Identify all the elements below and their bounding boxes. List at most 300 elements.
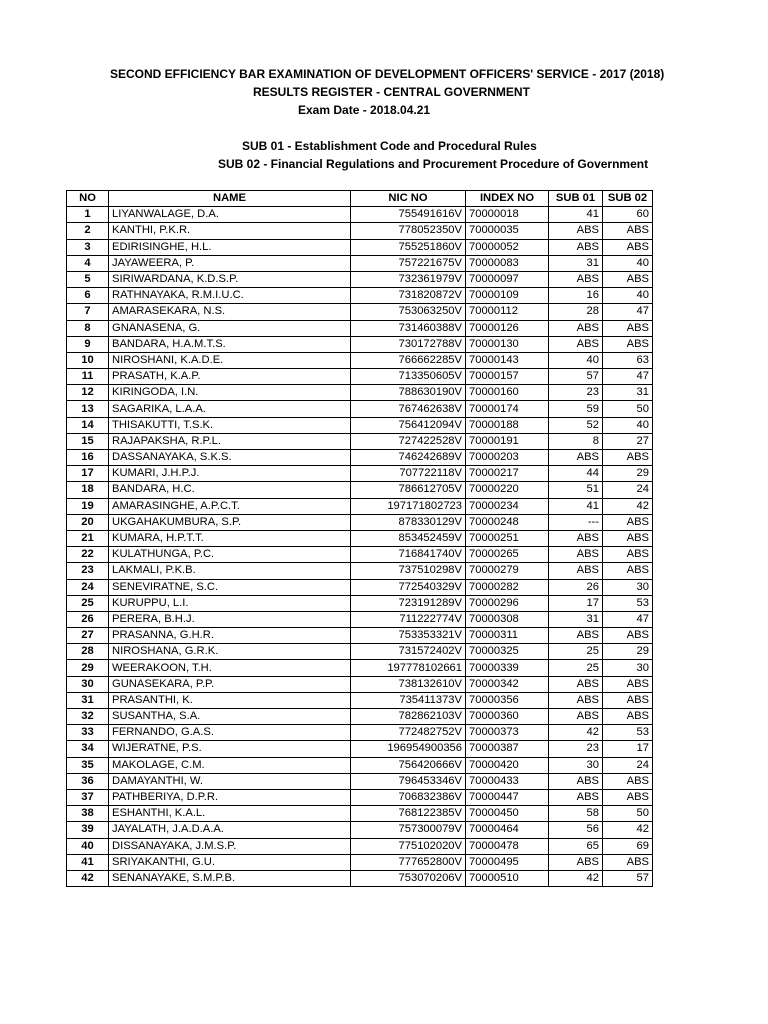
table-row: [67, 595, 653, 611]
table-row: [67, 466, 653, 482]
table-row: [67, 709, 653, 725]
cell-no: 28: [67, 644, 109, 660]
table-row: [67, 320, 653, 336]
cell-index: 70000342: [466, 676, 549, 692]
table-row: [67, 579, 653, 595]
cell-no: 2: [67, 223, 109, 239]
cell-nic: 707722118V: [351, 466, 466, 482]
cell-name: DISSANAYAKA, J.M.S.P.: [109, 838, 351, 854]
cell-no: 6: [67, 288, 109, 304]
cell-sub02: 47: [603, 304, 653, 320]
cell-sub01: 42: [549, 725, 603, 741]
cell-index: 70000109: [466, 288, 549, 304]
cell-sub01: ABS: [549, 563, 603, 579]
cell-name: UKGAHAKUMBURA, S.P.: [109, 514, 351, 530]
table-row: [67, 757, 653, 773]
cell-nic: 756412094V: [351, 417, 466, 433]
table-row: [67, 773, 653, 789]
cell-nic: 735411373V: [351, 692, 466, 708]
cell-index: 70000495: [466, 854, 549, 870]
cell-sub01: ABS: [549, 789, 603, 805]
cell-name: KULATHUNGA, P.C.: [109, 547, 351, 563]
cell-sub02: 50: [603, 806, 653, 822]
table-row: [67, 789, 653, 805]
cell-sub02: ABS: [603, 789, 653, 805]
table-row: [67, 223, 653, 239]
cell-sub02: 40: [603, 417, 653, 433]
cell-nic: 706832386V: [351, 789, 466, 805]
cell-nic: 755491616V: [351, 207, 466, 223]
cell-sub02: 24: [603, 482, 653, 498]
cell-name: NIROSHANI, K.A.D.E.: [109, 352, 351, 368]
cell-index: 70000160: [466, 385, 549, 401]
cell-sub02: 47: [603, 369, 653, 385]
table-row: [67, 838, 653, 854]
table-row: [67, 822, 653, 838]
cell-sub01: 31: [549, 611, 603, 627]
cell-no: 14: [67, 417, 109, 433]
cell-no: 26: [67, 611, 109, 627]
cell-nic: 853452459V: [351, 530, 466, 546]
cell-index: 70000447: [466, 789, 549, 805]
cell-sub01: 16: [549, 288, 603, 304]
cell-sub02: ABS: [603, 628, 653, 644]
cell-name: SUSANTHA, S.A.: [109, 709, 351, 725]
cell-name: PRASANTHI, K.: [109, 692, 351, 708]
cell-sub01: ABS: [549, 676, 603, 692]
cell-index: 70000097: [466, 271, 549, 287]
cell-index: 70000433: [466, 773, 549, 789]
table-row: [67, 854, 653, 870]
cell-nic: 727422528V: [351, 433, 466, 449]
cell-nic: 753063250V: [351, 304, 466, 320]
cell-name: NIROSHANA, G.R.K.: [109, 644, 351, 660]
cell-index: 70000143: [466, 352, 549, 368]
cell-sub02: 53: [603, 595, 653, 611]
cell-sub01: 41: [549, 498, 603, 514]
table-row: [67, 450, 653, 466]
cell-index: 70000296: [466, 595, 549, 611]
cell-sub02: 29: [603, 466, 653, 482]
table-body: [67, 207, 653, 887]
cell-no: 12: [67, 385, 109, 401]
cell-sub02: ABS: [603, 676, 653, 692]
cell-index: 70000083: [466, 255, 549, 271]
cell-index: 70000356: [466, 692, 549, 708]
cell-name: FERNANDO, G.A.S.: [109, 725, 351, 741]
table-row: [67, 498, 653, 514]
cell-sub01: 30: [549, 757, 603, 773]
cell-name: ESHANTHI, K.A.L.: [109, 806, 351, 822]
cell-sub01: ABS: [549, 854, 603, 870]
cell-no: 3: [67, 239, 109, 255]
cell-no: 20: [67, 514, 109, 530]
cell-index: 70000203: [466, 450, 549, 466]
cell-index: 70000234: [466, 498, 549, 514]
cell-index: 70000510: [466, 870, 549, 886]
cell-no: 21: [67, 530, 109, 546]
table-row: [67, 676, 653, 692]
cell-index: 70000420: [466, 757, 549, 773]
column-header-nic: NIC NO: [351, 191, 466, 207]
cell-name: GUNASEKARA, P.P.: [109, 676, 351, 692]
table-row: [67, 530, 653, 546]
cell-nic: 757221675V: [351, 255, 466, 271]
cell-name: AMARASEKARA, N.S.: [109, 304, 351, 320]
cell-nic: 723191289V: [351, 595, 466, 611]
cell-name: PRASATH, K.A.P.: [109, 369, 351, 385]
cell-sub01: 41: [549, 207, 603, 223]
cell-sub01: 52: [549, 417, 603, 433]
cell-no: 15: [67, 433, 109, 449]
table-row: [67, 401, 653, 417]
cell-sub01: ABS: [549, 223, 603, 239]
cell-no: 25: [67, 595, 109, 611]
cell-index: 70000248: [466, 514, 549, 530]
table-row: [67, 369, 653, 385]
cell-sub02: 63: [603, 352, 653, 368]
cell-sub02: 42: [603, 498, 653, 514]
cell-sub01: 44: [549, 466, 603, 482]
cell-sub02: ABS: [603, 450, 653, 466]
cell-sub01: 25: [549, 644, 603, 660]
cell-sub02: ABS: [603, 336, 653, 352]
cell-sub01: ABS: [549, 530, 603, 546]
table-row: [67, 725, 653, 741]
cell-nic: 777652800V: [351, 854, 466, 870]
cell-index: 70000035: [466, 223, 549, 239]
cell-sub02: 42: [603, 822, 653, 838]
cell-sub02: ABS: [603, 563, 653, 579]
table-row: [67, 433, 653, 449]
cell-sub02: 47: [603, 611, 653, 627]
cell-no: 41: [67, 854, 109, 870]
cell-sub02: 53: [603, 725, 653, 741]
cell-name: JAYALATH, J.A.D.A.A.: [109, 822, 351, 838]
cell-no: 17: [67, 466, 109, 482]
cell-no: 32: [67, 709, 109, 725]
cell-sub01: ---: [549, 514, 603, 530]
cell-nic: 786612705V: [351, 482, 466, 498]
cell-sub01: ABS: [549, 336, 603, 352]
cell-index: 70000450: [466, 806, 549, 822]
table-header-row: [67, 191, 653, 207]
cell-sub01: ABS: [549, 709, 603, 725]
cell-sub02: ABS: [603, 709, 653, 725]
cell-index: 70000282: [466, 579, 549, 595]
cell-sub02: 69: [603, 838, 653, 854]
table-row: [67, 239, 653, 255]
results-table: [66, 190, 653, 887]
cell-sub02: 30: [603, 660, 653, 676]
cell-sub01: 23: [549, 385, 603, 401]
cell-name: PRASANNA, G.H.R.: [109, 628, 351, 644]
cell-name: RATHNAYAKA, R.M.I.U.C.: [109, 288, 351, 304]
cell-index: 70000265: [466, 547, 549, 563]
cell-index: 70000279: [466, 563, 549, 579]
cell-no: 23: [67, 563, 109, 579]
subject-01-description: SUB 01 - Establishment Code and Procedural Rules: [242, 139, 537, 153]
cell-no: 4: [67, 255, 109, 271]
cell-name: LAKMALI, P.K.B.: [109, 563, 351, 579]
cell-no: 36: [67, 773, 109, 789]
cell-sub02: 50: [603, 401, 653, 417]
cell-sub02: ABS: [603, 530, 653, 546]
cell-no: 37: [67, 789, 109, 805]
subject-02-description: SUB 02 - Financial Regulations and Procurement Procedure of Government: [218, 157, 649, 171]
cell-nic: 757300079V: [351, 822, 466, 838]
table-row: [67, 870, 653, 886]
cell-nic: 737510298V: [351, 563, 466, 579]
cell-sub01: 31: [549, 255, 603, 271]
cell-nic: 197171802723: [351, 498, 466, 514]
cell-sub01: 65: [549, 838, 603, 854]
table-row: [67, 417, 653, 433]
cell-name: KIRINGODA, I.N.: [109, 385, 351, 401]
exam-date: Exam Date - 2018.04.21: [298, 103, 431, 117]
cell-sub01: ABS: [549, 692, 603, 708]
cell-sub02: ABS: [603, 514, 653, 530]
cell-sub02: 40: [603, 288, 653, 304]
column-header-sub02: SUB 02: [603, 191, 653, 207]
cell-index: 70000308: [466, 611, 549, 627]
cell-sub01: ABS: [549, 450, 603, 466]
cell-name: MAKOLAGE, C.M.: [109, 757, 351, 773]
cell-name: SAGARIKA, L.A.A.: [109, 401, 351, 417]
document-title: SECOND EFFICIENCY BAR EXAMINATION OF DEVELOPMENT OFFICERS' SERVICE - 2017 (2018): [110, 67, 665, 81]
cell-nic: 753353321V: [351, 628, 466, 644]
cell-sub02: 30: [603, 579, 653, 595]
cell-sub02: 24: [603, 757, 653, 773]
cell-sub01: 26: [549, 579, 603, 595]
cell-name: WIJERATNE, P.S.: [109, 741, 351, 757]
cell-no: 11: [67, 369, 109, 385]
cell-no: 34: [67, 741, 109, 757]
cell-sub02: 31: [603, 385, 653, 401]
cell-index: 70000191: [466, 433, 549, 449]
cell-nic: 746242689V: [351, 450, 466, 466]
cell-nic: 731572402V: [351, 644, 466, 660]
table-row: [67, 271, 653, 287]
cell-index: 70000478: [466, 838, 549, 854]
table-row: [67, 514, 653, 530]
cell-sub02: ABS: [603, 239, 653, 255]
cell-nic: 738132610V: [351, 676, 466, 692]
cell-index: 70000251: [466, 530, 549, 546]
cell-sub02: 29: [603, 644, 653, 660]
cell-no: 24: [67, 579, 109, 595]
cell-name: SIRIWARDANA, K.D.S.P.: [109, 271, 351, 287]
cell-nic: 732361979V: [351, 271, 466, 287]
cell-name: DAMAYANTHI, W.: [109, 773, 351, 789]
table-row: [67, 255, 653, 271]
cell-no: 42: [67, 870, 109, 886]
cell-no: 10: [67, 352, 109, 368]
cell-name: SRIYAKANTHI, G.U.: [109, 854, 351, 870]
cell-name: KUMARA, H.P.T.T.: [109, 530, 351, 546]
cell-nic: 772482752V: [351, 725, 466, 741]
cell-no: 7: [67, 304, 109, 320]
cell-nic: 730172788V: [351, 336, 466, 352]
table-row: [67, 741, 653, 757]
cell-name: AMARASINGHE, A.P.C.T.: [109, 498, 351, 514]
cell-sub01: ABS: [549, 628, 603, 644]
table-row: [67, 336, 653, 352]
cell-index: 70000360: [466, 709, 549, 725]
cell-sub01: 59: [549, 401, 603, 417]
cell-sub01: 25: [549, 660, 603, 676]
cell-no: 40: [67, 838, 109, 854]
cell-index: 70000220: [466, 482, 549, 498]
cell-no: 13: [67, 401, 109, 417]
cell-nic: 731820872V: [351, 288, 466, 304]
cell-name: DASSANAYAKA, S.K.S.: [109, 450, 351, 466]
cell-sub01: 8: [549, 433, 603, 449]
cell-sub02: ABS: [603, 773, 653, 789]
cell-name: SENEVIRATNE, S.C.: [109, 579, 351, 595]
cell-sub02: ABS: [603, 547, 653, 563]
cell-index: 70000387: [466, 741, 549, 757]
cell-no: 16: [67, 450, 109, 466]
cell-no: 1: [67, 207, 109, 223]
cell-no: 19: [67, 498, 109, 514]
cell-sub01: ABS: [549, 239, 603, 255]
cell-sub01: ABS: [549, 547, 603, 563]
cell-index: 70000174: [466, 401, 549, 417]
cell-nic: 711222774V: [351, 611, 466, 627]
cell-nic: 788630190V: [351, 385, 466, 401]
cell-sub01: 23: [549, 741, 603, 757]
cell-nic: 755251860V: [351, 239, 466, 255]
cell-nic: 196954900356: [351, 741, 466, 757]
cell-no: 5: [67, 271, 109, 287]
cell-nic: 753070206V: [351, 870, 466, 886]
cell-no: 22: [67, 547, 109, 563]
cell-no: 27: [67, 628, 109, 644]
table-row: [67, 806, 653, 822]
table-row: [67, 207, 653, 223]
cell-index: 70000325: [466, 644, 549, 660]
cell-no: 35: [67, 757, 109, 773]
column-header-name: NAME: [109, 191, 351, 207]
cell-nic: 756420666V: [351, 757, 466, 773]
cell-no: 8: [67, 320, 109, 336]
cell-sub02: ABS: [603, 223, 653, 239]
cell-name: BANDARA, H.A.M.T.S.: [109, 336, 351, 352]
cell-index: 70000311: [466, 628, 549, 644]
cell-sub02: ABS: [603, 271, 653, 287]
cell-sub01: ABS: [549, 320, 603, 336]
cell-nic: 197778102661: [351, 660, 466, 676]
table-row: [67, 611, 653, 627]
cell-sub01: ABS: [549, 773, 603, 789]
cell-name: WEERAKOON, T.H.: [109, 660, 351, 676]
cell-no: 29: [67, 660, 109, 676]
column-header-index: INDEX NO: [466, 191, 549, 207]
table-row: [67, 352, 653, 368]
cell-nic: 716841740V: [351, 547, 466, 563]
cell-nic: 782862103V: [351, 709, 466, 725]
cell-name: BANDARA, H.C.: [109, 482, 351, 498]
table-row: [67, 482, 653, 498]
cell-sub02: ABS: [603, 692, 653, 708]
cell-index: 70000188: [466, 417, 549, 433]
cell-index: 70000018: [466, 207, 549, 223]
cell-sub01: 51: [549, 482, 603, 498]
column-header-sub01: SUB 01: [549, 191, 603, 207]
cell-name: GNANASENA, G.: [109, 320, 351, 336]
cell-index: 70000217: [466, 466, 549, 482]
cell-name: PATHBERIYA, D.P.R.: [109, 789, 351, 805]
cell-nic: 796453346V: [351, 773, 466, 789]
cell-sub02: 40: [603, 255, 653, 271]
table-row: [67, 644, 653, 660]
cell-sub02: 60: [603, 207, 653, 223]
cell-sub01: 28: [549, 304, 603, 320]
cell-name: SENANAYAKE, S.M.P.B.: [109, 870, 351, 886]
table-row: [67, 692, 653, 708]
cell-index: 70000464: [466, 822, 549, 838]
table-row: [67, 288, 653, 304]
document-subtitle: RESULTS REGISTER - CENTRAL GOVERNMENT: [253, 85, 530, 99]
cell-no: 30: [67, 676, 109, 692]
table-row: [67, 547, 653, 563]
cell-sub01: 57: [549, 369, 603, 385]
cell-index: 70000112: [466, 304, 549, 320]
cell-no: 9: [67, 336, 109, 352]
cell-index: 70000052: [466, 239, 549, 255]
cell-no: 31: [67, 692, 109, 708]
table-row: [67, 660, 653, 676]
cell-index: 70000339: [466, 660, 549, 676]
cell-name: EDIRISINGHE, H.L.: [109, 239, 351, 255]
cell-nic: 878330129V: [351, 514, 466, 530]
column-header-no: NO: [67, 191, 109, 207]
cell-index: 70000157: [466, 369, 549, 385]
cell-name: JAYAWEERA, P.: [109, 255, 351, 271]
cell-sub02: 17: [603, 741, 653, 757]
cell-nic: 772540329V: [351, 579, 466, 595]
table-row: [67, 304, 653, 320]
cell-nic: 766662285V: [351, 352, 466, 368]
cell-sub02: 57: [603, 870, 653, 886]
cell-sub02: ABS: [603, 854, 653, 870]
cell-no: 38: [67, 806, 109, 822]
cell-name: RAJAPAKSHA, R.P.L.: [109, 433, 351, 449]
cell-nic: 775102020V: [351, 838, 466, 854]
cell-nic: 767462638V: [351, 401, 466, 417]
cell-index: 70000130: [466, 336, 549, 352]
cell-sub02: 27: [603, 433, 653, 449]
cell-nic: 768122385V: [351, 806, 466, 822]
table-row: [67, 628, 653, 644]
cell-sub01: 40: [549, 352, 603, 368]
cell-sub01: ABS: [549, 271, 603, 287]
cell-nic: 713350605V: [351, 369, 466, 385]
table-row: [67, 385, 653, 401]
cell-nic: 778052350V: [351, 223, 466, 239]
cell-name: THISAKUTTI, T.S.K.: [109, 417, 351, 433]
cell-name: LIYANWALAGE, D.A.: [109, 207, 351, 223]
cell-name: PERERA, B.H.J.: [109, 611, 351, 627]
table-row: [67, 563, 653, 579]
cell-sub02: ABS: [603, 320, 653, 336]
cell-index: 70000373: [466, 725, 549, 741]
cell-sub01: 42: [549, 870, 603, 886]
cell-name: KUMARI, J.H.P.J.: [109, 466, 351, 482]
cell-no: 18: [67, 482, 109, 498]
cell-sub01: 58: [549, 806, 603, 822]
